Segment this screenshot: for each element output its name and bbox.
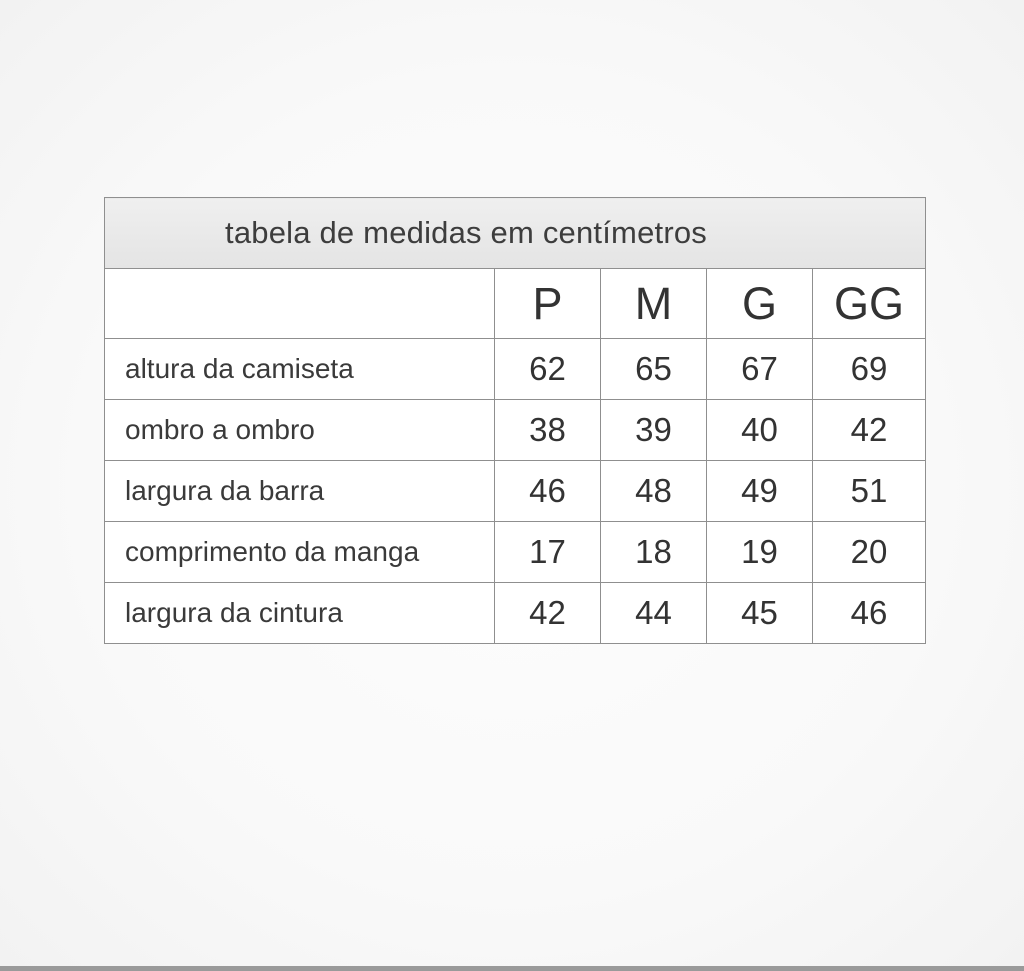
value-cell: 51 (813, 461, 926, 522)
value-cell: 69 (813, 339, 926, 400)
value-cell: 46 (495, 461, 601, 522)
size-header-g: G (707, 269, 813, 339)
size-header-gg: GG (813, 269, 926, 339)
header-empty-cell (105, 269, 495, 339)
title-row (105, 198, 926, 269)
row-label: ombro a ombro (105, 400, 495, 461)
table-title: tabela de medidas em centímetros (105, 198, 926, 269)
table-row (105, 583, 926, 644)
value-cell: 65 (601, 339, 707, 400)
row-label: largura da barra (105, 461, 495, 522)
value-cell: 19 (707, 522, 813, 583)
bottom-edge-divider (0, 966, 1024, 971)
row-label: comprimento da manga (105, 522, 495, 583)
table-row (105, 522, 926, 583)
value-cell: 48 (601, 461, 707, 522)
row-label: largura da cintura (105, 583, 495, 644)
value-cell: 49 (707, 461, 813, 522)
value-cell: 18 (601, 522, 707, 583)
table-row (105, 400, 926, 461)
value-cell: 42 (813, 400, 926, 461)
value-cell: 39 (601, 400, 707, 461)
row-label: altura da camiseta (105, 339, 495, 400)
value-cell: 62 (495, 339, 601, 400)
size-header-row (105, 269, 926, 339)
value-cell: 67 (707, 339, 813, 400)
value-cell: 17 (495, 522, 601, 583)
table-row (105, 339, 926, 400)
table-row (105, 461, 926, 522)
size-header-p: P (495, 269, 601, 339)
value-cell: 40 (707, 400, 813, 461)
value-cell: 45 (707, 583, 813, 644)
value-cell: 38 (495, 400, 601, 461)
value-cell: 44 (601, 583, 707, 644)
value-cell: 46 (813, 583, 926, 644)
size-header-m: M (601, 269, 707, 339)
value-cell: 20 (813, 522, 926, 583)
size-chart-table (104, 197, 926, 644)
value-cell: 42 (495, 583, 601, 644)
